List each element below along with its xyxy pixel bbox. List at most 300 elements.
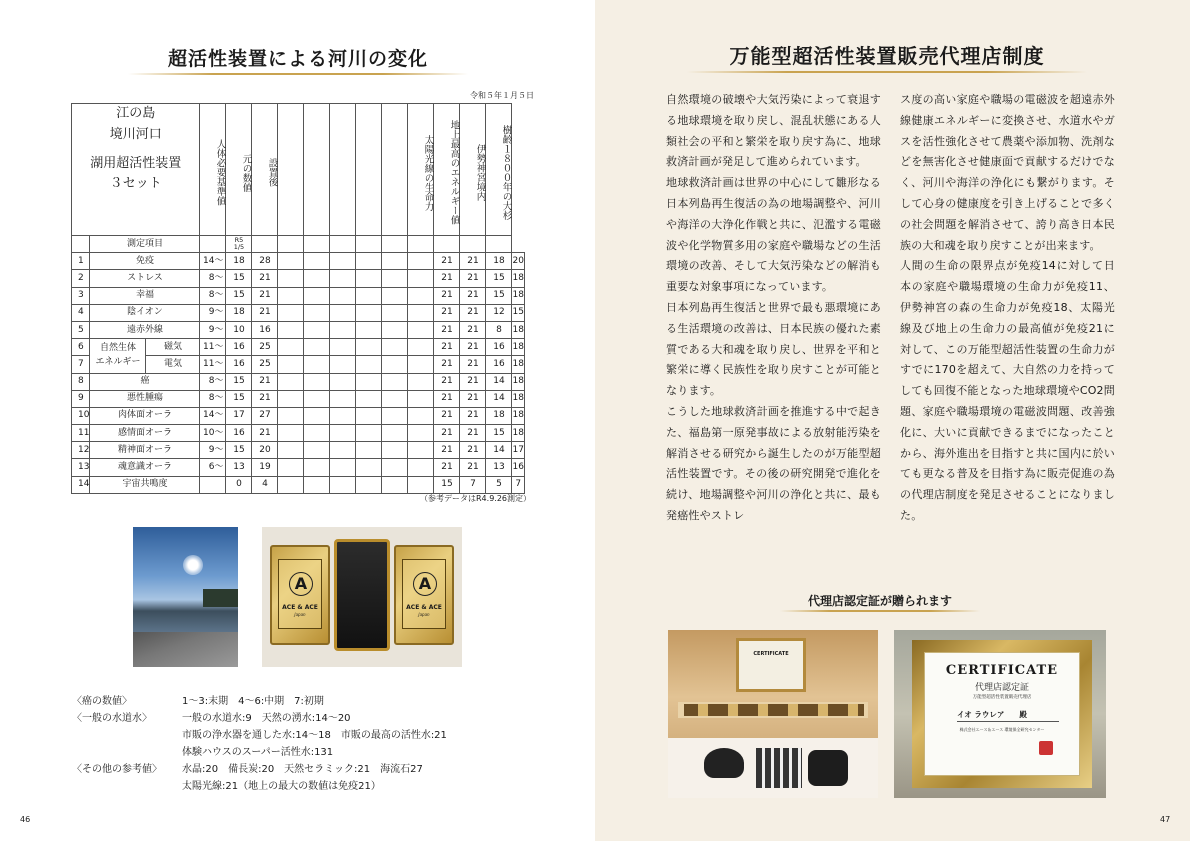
- table-cell: [304, 287, 330, 304]
- table-cell: [330, 356, 356, 373]
- table-cell: 15: [226, 287, 252, 304]
- table-cell: [330, 304, 356, 321]
- table-cell: 21: [434, 270, 460, 287]
- table-title-cell: [72, 104, 200, 236]
- table-cell: 免疫: [90, 253, 200, 270]
- table-cell: [278, 390, 304, 407]
- table-row: [72, 304, 525, 321]
- table-cell: 18: [512, 270, 525, 287]
- table-cell: 9: [72, 390, 90, 407]
- table-cell: 5: [486, 476, 512, 493]
- table-row: [72, 339, 525, 356]
- table-cell: 21: [434, 321, 460, 338]
- table-cell: [382, 304, 408, 321]
- table-cell: [278, 373, 304, 390]
- table-cell: 13: [226, 459, 252, 476]
- subheading-text: 代理店認定証が贈られます: [807, 594, 952, 608]
- brand-text: ACE & ACE: [282, 604, 318, 611]
- cap-shape: [704, 748, 744, 778]
- device-black-block: [334, 539, 390, 651]
- left-title: [128, 44, 468, 71]
- cell-empty: [72, 236, 90, 253]
- table-subheader-row: [72, 236, 525, 253]
- table-cell: [330, 321, 356, 338]
- table-cell: 15: [512, 304, 525, 321]
- table-cell: 幸福: [90, 287, 200, 304]
- table-cell: 6〜: [200, 459, 226, 476]
- table-cell: 18: [512, 407, 525, 424]
- cert-name: イオ ラウレア 殿: [957, 709, 1059, 722]
- table-cell: 25: [252, 356, 278, 373]
- cert-title: CERTIFICATE: [945, 663, 1059, 678]
- table-cell: [278, 321, 304, 338]
- shore-shape: [133, 632, 238, 667]
- table-cell: 18: [512, 287, 525, 304]
- note-value: 市販の浄水器を通した水:14〜18 市販の最高の活性水:21: [182, 730, 447, 741]
- table-cell: 7: [460, 476, 486, 493]
- table-cell: 21: [460, 321, 486, 338]
- table-cell: [408, 356, 434, 373]
- table-row: [72, 270, 525, 287]
- right-title-text: 万能型超活性装置販売代理店制度: [729, 44, 1045, 68]
- table-cell: [304, 253, 330, 270]
- note-value: 一般の水道水:9 天然の湧水:14〜20: [182, 713, 351, 724]
- table-row: [72, 425, 525, 442]
- table-cell: [304, 356, 330, 373]
- table-cell: 21: [434, 442, 460, 459]
- table-cell: 21: [434, 407, 460, 424]
- table-cell: [304, 270, 330, 287]
- table-cell: [278, 253, 304, 270]
- cell-empty: [460, 236, 486, 253]
- table-cell: [408, 459, 434, 476]
- table-cell: 9〜: [200, 321, 226, 338]
- ace-logo-icon: A: [413, 572, 437, 596]
- table-cell: 14: [486, 390, 512, 407]
- table-cell: [356, 356, 382, 373]
- cell-empty: [330, 236, 356, 253]
- table-cell: [408, 304, 434, 321]
- table-cell: [330, 339, 356, 356]
- table-cell: 精神面オーラ: [90, 442, 200, 459]
- table-cell: 21: [460, 304, 486, 321]
- table-cell: 16: [486, 356, 512, 373]
- table-cell: 21: [252, 373, 278, 390]
- table-cell: 13: [486, 459, 512, 476]
- table-cell: 21: [460, 425, 486, 442]
- table-cell: 10: [226, 321, 252, 338]
- cell-empty: [356, 236, 382, 253]
- ace-logo-icon: A: [289, 572, 313, 596]
- table-cell: [304, 321, 330, 338]
- table-cell: [382, 373, 408, 390]
- table-cell: 21: [434, 253, 460, 270]
- table-cell: 21: [252, 390, 278, 407]
- brand-text: ACE & ACE: [406, 604, 442, 611]
- brand-sub-text: Japan: [418, 612, 430, 617]
- table-cell: 11: [72, 425, 90, 442]
- col-required: 人体必要基準値: [200, 104, 226, 236]
- table-cell: [382, 407, 408, 424]
- table-cell: [408, 390, 434, 407]
- table-cell: 15: [226, 270, 252, 287]
- table-cell: 21: [434, 390, 460, 407]
- table-header-row: [72, 104, 525, 236]
- table-cell: [304, 407, 330, 424]
- table-cell: 9〜: [200, 442, 226, 459]
- cell-empty: [304, 236, 330, 253]
- table-cell: 電気: [146, 356, 200, 373]
- table-cell: 17: [226, 407, 252, 424]
- table-cell: [304, 425, 330, 442]
- table-cell: 4: [252, 476, 278, 493]
- r5-date-text: 1/5: [233, 243, 245, 252]
- table-cell: [408, 287, 434, 304]
- device-text: 湖用超活性装置: [90, 155, 182, 171]
- table-cell: 10: [72, 407, 90, 424]
- r5-text: R5: [234, 235, 244, 244]
- table-cell: 8: [72, 373, 90, 390]
- table-cell: 8〜: [200, 373, 226, 390]
- table-cell: 肉体面オーラ: [90, 407, 200, 424]
- table-cell: [356, 459, 382, 476]
- col-empty: [356, 104, 382, 236]
- table-cell: 9〜: [200, 304, 226, 321]
- table-cell: [408, 270, 434, 287]
- group-label-text: エネルギー: [95, 356, 141, 367]
- table-row: [72, 373, 525, 390]
- table-cell: 15: [434, 476, 460, 493]
- group-label-cell: [90, 339, 146, 373]
- table-cell: [304, 304, 330, 321]
- table-cell: 1: [72, 253, 90, 270]
- cell-empty: [434, 236, 460, 253]
- table-cell: 21: [460, 407, 486, 424]
- cell-empty: [408, 236, 434, 253]
- table-cell: [304, 459, 330, 476]
- table-cell: 21: [252, 287, 278, 304]
- report-date: 令和５年１月５日: [470, 91, 534, 100]
- table-cell: 12: [72, 442, 90, 459]
- body-column-2: [900, 90, 1115, 527]
- table-cell: [408, 339, 434, 356]
- table-cell: [278, 356, 304, 373]
- table-row: [72, 253, 525, 270]
- measurement-table: [71, 103, 525, 494]
- table-cell: [330, 287, 356, 304]
- table-cell: [278, 287, 304, 304]
- table-cell: 11〜: [200, 339, 226, 356]
- title-underline: [128, 73, 468, 75]
- brand-sub-text: Japan: [294, 612, 306, 617]
- table-cell: 6: [72, 339, 90, 356]
- table-cell: 陰イオン: [90, 304, 200, 321]
- paragraph: 自然環境の破壊や大気汚染によって衰退する地球環境を取り戻し、混乱状態にある人類社会の平和と繁栄を取り戻す為に、地球救済計画が発足して進められています。: [666, 93, 881, 169]
- table-cell: 28: [252, 253, 278, 270]
- table-row: [72, 476, 525, 493]
- table-cell: 感情面オーラ: [90, 425, 200, 442]
- device-tile-left: [270, 545, 330, 645]
- reference-note: （参考データはR4.9.26測定）: [420, 494, 532, 503]
- table-cell: [330, 407, 356, 424]
- cell-empty: [486, 236, 512, 253]
- paragraph: ス度の高い家庭や職場の電磁波を超遠赤外線健康エネルギーに変換させ、水道水やガスを活性強化させて農薬や添加物、洗剤などを無害化させ健康面で貢献するだけでなく、河川や海洋の浄化にも繋がります。そして心身の健康度を引き上げることで多くの社会問題を解消させて、誇り高き日本民族の大和魂を取り戻すことが出来ます。: [900, 93, 1115, 252]
- table-cell: 19: [252, 459, 278, 476]
- table-cell: 18: [226, 304, 252, 321]
- table-cell: [278, 425, 304, 442]
- right-title: [687, 40, 1087, 69]
- cert-line: 万能型超活性装置販売代理店: [972, 695, 1032, 700]
- table-cell: 14〜: [200, 407, 226, 424]
- table-cell: 20: [252, 442, 278, 459]
- table-cell: 21: [460, 442, 486, 459]
- table-cell: [356, 253, 382, 270]
- table-cell: [408, 425, 434, 442]
- body-column-1: [666, 90, 881, 527]
- table-cell: 15: [486, 287, 512, 304]
- note-value: 1〜3:末期 4〜6:中期 7:初期: [182, 696, 324, 707]
- col-original: 元の数値: [226, 104, 252, 236]
- col-sunlight: 太陽光線の生命力: [408, 104, 434, 236]
- table-cell: [278, 270, 304, 287]
- table-cell: [382, 425, 408, 442]
- table-cell: [278, 304, 304, 321]
- note-value: 体験ハウスのスーパー活性水:131: [182, 747, 334, 758]
- left-title-text: 超活性装置による河川の変化: [167, 48, 428, 70]
- table-cell: [330, 373, 356, 390]
- table-cell: 14: [486, 442, 512, 459]
- table-cell: 16: [226, 425, 252, 442]
- table-cell: [200, 476, 226, 493]
- col-ise: 伊勢神宮境内: [460, 104, 486, 236]
- table-cell: 悪性腫瘍: [90, 390, 200, 407]
- subheading-underline: [780, 610, 980, 612]
- table-cell: [356, 339, 382, 356]
- device-tile-right: [394, 545, 454, 645]
- note-value: 太陽光線:21（地上の最大の数値は免疫21）: [182, 781, 381, 792]
- table-cell: [356, 270, 382, 287]
- cell-empty: [200, 236, 226, 253]
- table-body: [72, 253, 525, 494]
- table-cell: 5: [72, 321, 90, 338]
- table-cell: [382, 339, 408, 356]
- table-cell: [330, 425, 356, 442]
- table-row: [72, 459, 525, 476]
- displayed-certificate: [736, 638, 806, 692]
- table-cell: [356, 407, 382, 424]
- table-cell: 21: [252, 425, 278, 442]
- r5-label: [226, 236, 252, 253]
- table-cell: 3: [72, 287, 90, 304]
- table-row: [72, 287, 525, 304]
- table-cell: 8: [486, 321, 512, 338]
- table-cell: 18: [512, 373, 525, 390]
- table-cell: 15: [226, 442, 252, 459]
- group-label-text: 自然生体: [99, 343, 136, 354]
- col-empty: [330, 104, 356, 236]
- table-cell: 10〜: [200, 425, 226, 442]
- table-cell: 18: [512, 321, 525, 338]
- table-cell: 4: [72, 304, 90, 321]
- table-cell: 17: [512, 442, 525, 459]
- col-empty: [382, 104, 408, 236]
- tile-inner: [402, 559, 446, 629]
- table-cell: [382, 442, 408, 459]
- table-cell: [408, 321, 434, 338]
- table-cell: 18: [512, 390, 525, 407]
- table-cell: 18: [486, 407, 512, 424]
- table-row: [72, 321, 525, 338]
- table-cell: 25: [252, 339, 278, 356]
- note-label: 〈その他の参考値〉: [72, 764, 162, 775]
- table-cell: 16: [226, 356, 252, 373]
- table-cell: [278, 442, 304, 459]
- table-cell: 7: [512, 476, 525, 493]
- table-cell: [278, 339, 304, 356]
- table-cell: 21: [434, 425, 460, 442]
- table-row: [72, 407, 525, 424]
- table-cell: 21: [252, 304, 278, 321]
- cell-empty: [278, 236, 304, 253]
- table-cell: [356, 373, 382, 390]
- table-cell: 27: [252, 407, 278, 424]
- certificate-paper: [924, 652, 1080, 776]
- cell-empty: [382, 236, 408, 253]
- table-cell: 16: [486, 339, 512, 356]
- table-cell: [330, 253, 356, 270]
- cert-footer: 株式会社エース＆エース 環境保全研究センター: [959, 727, 1045, 732]
- col-empty: [278, 104, 304, 236]
- table-cell: [382, 476, 408, 493]
- table-cell: 癌: [90, 373, 200, 390]
- table-cell: [382, 459, 408, 476]
- table-cell: [304, 339, 330, 356]
- table-cell: [304, 476, 330, 493]
- table-cell: 宇宙共鳴度: [90, 476, 200, 493]
- title-underline: [687, 71, 1087, 73]
- table-cell: 21: [460, 287, 486, 304]
- table-cell: [356, 287, 382, 304]
- gold-frame: [912, 640, 1092, 788]
- table-cell: [330, 390, 356, 407]
- sun-shape: [183, 555, 203, 575]
- location-text: 江の島: [116, 106, 156, 121]
- certificate-photo: [894, 630, 1106, 798]
- table-cell: 21: [460, 356, 486, 373]
- table-cell: 21: [460, 373, 486, 390]
- table-cell: 16: [512, 459, 525, 476]
- table-cell: 18: [512, 339, 525, 356]
- table-cell: 21: [460, 270, 486, 287]
- table-cell: 18: [512, 425, 525, 442]
- table-cell: 15: [486, 270, 512, 287]
- paragraph: 人間の生命の限界点が免疫14に対して日本の家庭や職場環境の生命力が免疫11、伊勢神宮の森の生命力が免疫18、太陽光線及び地上の生命力の最高値が免疫21に対して、この万能型超活性装置の生命力がすでに170を超えて、大自然の力を持ってしても回復不能となった地球環境やCO2問題、家庭や職場環境の電磁波問題、改善強化に、大いに貢献できるまでになったことから、海外進出を目指すと共に国内に於いても更なる普及を目指す為に販売促進の為の代理店制度を発足させることになりました。: [900, 259, 1115, 522]
- table-cell: [408, 373, 434, 390]
- table-cell: 21: [434, 373, 460, 390]
- table-cell: 18: [486, 253, 512, 270]
- col-highest: 地上最高のエネルギー値: [434, 104, 460, 236]
- table-cell: 7: [72, 356, 90, 373]
- table-cell: [382, 270, 408, 287]
- device-photo: [262, 527, 462, 667]
- table-cell: [408, 476, 434, 493]
- table-cell: 8〜: [200, 270, 226, 287]
- device-row-shape: [684, 704, 864, 716]
- package-shape: [756, 748, 802, 788]
- table-cell: 遠赤外線: [90, 321, 200, 338]
- table-cell: 0: [226, 476, 252, 493]
- table-cell: 18: [512, 356, 525, 373]
- table-cell: [330, 476, 356, 493]
- cert-small-text: CERTIFICATE: [753, 651, 789, 657]
- table-cell: 21: [434, 304, 460, 321]
- table-cell: 21: [252, 270, 278, 287]
- tile-inner: [278, 559, 322, 629]
- table-cell: 20: [512, 253, 525, 270]
- table-cell: [278, 407, 304, 424]
- device-count-text: ３セット: [109, 176, 162, 192]
- table-cell: [408, 253, 434, 270]
- page-number-right: 47: [1160, 815, 1171, 824]
- col-tree: 樹齢１８００年の大杉: [486, 104, 512, 236]
- table-cell: 15: [226, 373, 252, 390]
- col-after: 設置後: [252, 104, 278, 236]
- table-cell: [408, 407, 434, 424]
- cell-empty: [252, 236, 278, 253]
- table-cell: [356, 442, 382, 459]
- paragraph: 地球救済計画は世界の中心にして雛形なる日本列島再生復活の為の地場調整や、河川や海洋の大浄化作戦と共に、氾濫する電磁波や化学物質多用の家庭や職場などの生活環境の改善、そして大気汚染などの解消も重要な対象事項になっています。: [666, 176, 881, 294]
- pouch-shape: [808, 750, 848, 786]
- table-cell: [304, 442, 330, 459]
- table-cell: ストレス: [90, 270, 200, 287]
- table-cell: 21: [460, 339, 486, 356]
- table-cell: [330, 442, 356, 459]
- table-cell: [382, 287, 408, 304]
- seal-icon: [1039, 741, 1053, 755]
- table-cell: [408, 442, 434, 459]
- table-cell: [356, 390, 382, 407]
- table-cell: 13: [72, 459, 90, 476]
- table-row: [72, 390, 525, 407]
- table-cell: [356, 476, 382, 493]
- table-cell: [278, 459, 304, 476]
- table-cell: 魂意識オーラ: [90, 459, 200, 476]
- location2-text: 境川河口: [109, 126, 162, 142]
- table-cell: [304, 373, 330, 390]
- table-cell: 2: [72, 270, 90, 287]
- paragraph: 日本列島再生復活と世界で最も悪環境にある生活環境の改善は、日本民族の優れた素質である大和魂を取り戻し、世界を平和と繁栄に導く民族性を取り戻すことが可能となります。: [666, 300, 881, 398]
- table-cell: 18: [226, 253, 252, 270]
- table-cell: [304, 390, 330, 407]
- cert-subtitle: 代理店認定証: [974, 683, 1029, 693]
- shop-display-photo: [668, 630, 878, 798]
- table-cell: 15: [226, 390, 252, 407]
- table-cell: [330, 270, 356, 287]
- table-cell: [330, 459, 356, 476]
- table-cell: [356, 304, 382, 321]
- certificate-subheading: [780, 592, 980, 609]
- cliff-shape: [203, 589, 238, 607]
- table-cell: 8〜: [200, 390, 226, 407]
- table-cell: 16: [226, 339, 252, 356]
- table-cell: 14: [486, 373, 512, 390]
- table-cell: 21: [434, 339, 460, 356]
- table-cell: 11〜: [200, 356, 226, 373]
- table-cell: [356, 321, 382, 338]
- table-cell: 21: [434, 356, 460, 373]
- table-cell: [356, 425, 382, 442]
- table-cell: [382, 321, 408, 338]
